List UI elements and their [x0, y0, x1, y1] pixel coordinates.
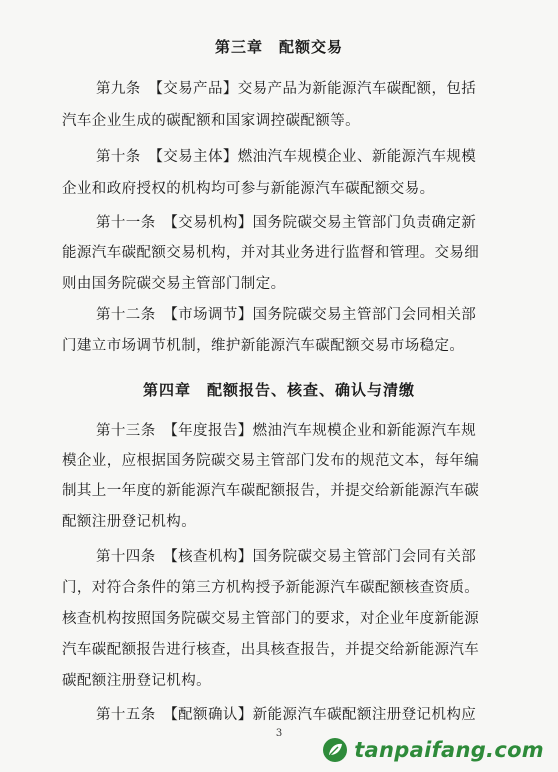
- article-14-line-1: 第十四条 【核查机构】国务院碳交易主管部门会同有关部: [96, 549, 477, 565]
- article-13-line-1: 第十三条 【年度报告】燃油汽车规模企业和新能源汽车规: [96, 423, 477, 439]
- article-11-line-2: 能源汽车碳配额交易机构，并对其业务进行监督和管理。交易细: [62, 245, 480, 261]
- leaf-logo-icon: [322, 737, 348, 763]
- article-13-line-4: 配额注册登记机构。: [62, 514, 197, 530]
- article-13-line-3: 制其上一年度的新能源汽车碳配额报告，并提交给新能源汽车碳: [62, 483, 480, 499]
- article-9-line-2: 汽车企业生成的碳配额和国家调控碳配额等。: [62, 113, 360, 129]
- article-14-line-3: 核查机构按照国务院碳交易主管部门的要求，对企业年度新能源: [62, 611, 480, 627]
- article-9-line-1: 第九条 【交易产品】交易产品为新能源汽车碳配额，包括: [96, 81, 477, 97]
- watermark-text: tanpaifang.com: [354, 738, 544, 762]
- article-11-line-3: 则由国务院碳交易主管部门制定。: [62, 276, 286, 292]
- article-10-line-2: 企业和政府授权的机构均可参与新能源汽车碳配额交易。: [62, 181, 435, 197]
- article-14-line-2: 门，对符合条件的第三方机构授予新能源汽车碳配额核查资质。: [62, 580, 480, 596]
- article-10-line-1: 第十条 【交易主体】燃油汽车规模企业、新能源汽车规模: [96, 149, 477, 165]
- article-14-line-5: 碳配额注册登记机构。: [62, 673, 211, 689]
- watermark: [322, 736, 544, 764]
- article-14-line-4: 汽车碳配额报告进行核查，出具核查报告，并提交给新能源汽车: [62, 642, 480, 658]
- article-15-line-1: 第十五条 【配额确认】新能源汽车碳配额注册登记机构应: [96, 707, 477, 723]
- article-12-line-2: 门建立市场调节机制，维护新能源汽车碳配额交易市场稳定。: [62, 338, 465, 354]
- chapter-4-heading: 第四章 配额报告、核查、确认与清缴: [142, 381, 415, 399]
- article-13-line-2: 模企业，应根据国务院碳交易主管部门发布的规范文本，每年编: [62, 453, 480, 469]
- article-11-line-1: 第十一条 【交易机构】国务院碳交易主管部门负责确定新: [96, 215, 477, 231]
- chapter-3-heading: 第三章 配额交易: [214, 38, 343, 56]
- page-number: 3: [275, 728, 283, 739]
- article-12-line-1: 第十二条 【市场调节】国务院碳交易主管部门会同相关部: [96, 307, 477, 323]
